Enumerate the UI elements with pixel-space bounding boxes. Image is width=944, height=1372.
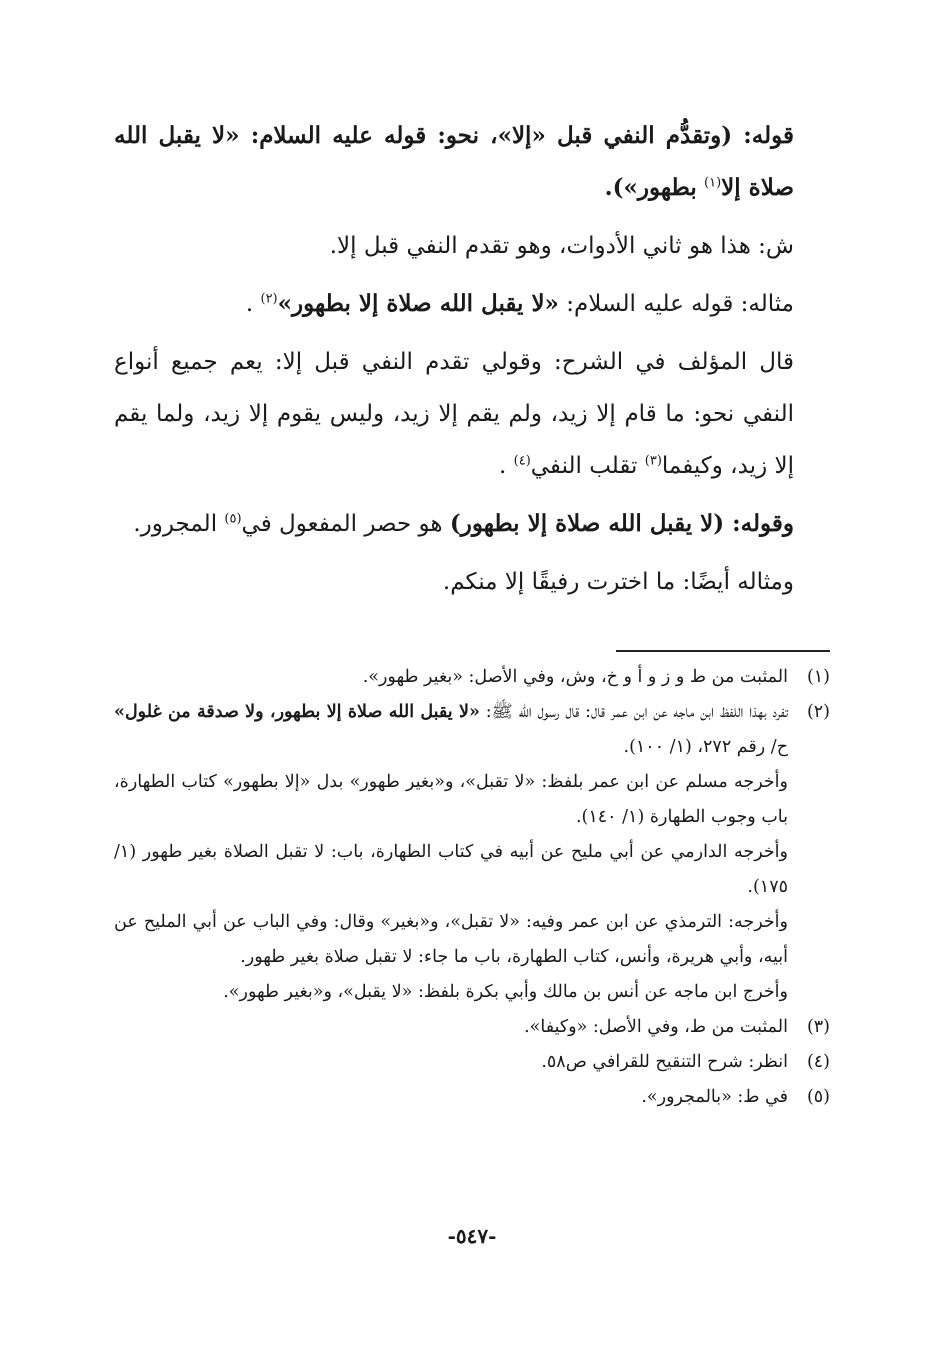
footnote-2-ibn-majah: وأخرج ابن ماجه عن أنس بن مالك وأبي بكرة بلفظ: «لا يقبل»، و«بغير طهور».	[223, 982, 788, 1002]
footnote-1-text: المثبت من ط و ز و أ و خ، وش، وفي الأصل: «بغير طهور».	[362, 667, 788, 687]
paragraph-5-a: وقوله: (لا يقبل الله صلاة إلا بطهور)	[449, 510, 794, 537]
paragraph-1-tail: بطهور»).	[604, 174, 697, 201]
footnotes	[114, 660, 830, 1115]
main-text	[114, 110, 830, 614]
paragraph-5	[114, 498, 830, 550]
footnote-ref-1: (١)	[704, 175, 722, 191]
footnote-2-text-a: تفرد بهذا اللفظ ابن ماجه عن ابن عمر قال: قال رسول الله ﷺ:	[485, 702, 788, 722]
footnote-2-quote: «لا يقبل الله صلاة إلا بطهور، ولا صدقة من غلول»	[114, 702, 480, 722]
footnote-5-number: (٥)	[806, 1087, 830, 1107]
footnote-1	[114, 660, 830, 695]
paragraph-5-b: هو حصر المفعول في	[241, 511, 443, 537]
footnote-ref-2: (٢)	[260, 291, 278, 307]
footnote-ref-5: (٥)	[224, 511, 242, 527]
footnote-4-text: انظر: شرح التنقيح للقرافي ص٥٨.	[541, 1052, 788, 1072]
footnote-2-darimi: وأخرجه الدارمي عن أبي مليح عن أبيه في كتاب الطهارة، باب: لا تقبل الصلاة بغير طهور (١/ ١٧٥).	[114, 842, 788, 897]
paragraph-4-end: .	[499, 453, 507, 479]
footnote-ref-4: (٤)	[513, 453, 531, 469]
footnote-4	[114, 1045, 830, 1080]
footnote-2-muslim: وأخرجه مسلم عن ابن عمر بلفظ: «لا تقبل»، و«بغير طهور» بدل «إلا بطهور» كتاب الطهارة، باب وجوب الطهارة (١/ ١٤٠).	[114, 772, 788, 827]
footnote-2-tirmidhi: وأخرجه: الترمذي عن ابن عمر وفيه: «لا تقبل»، و«بغير» وقال: وفي الباب عن أبي المليح عن أبيه، وأبي هريرة، وأنس، كتاب الطهارة، باب ما جاء: لا تقبل صلاة بغير طهور.	[114, 912, 788, 967]
paragraph-5-end: المجرور.	[133, 511, 218, 537]
footnote-divider	[616, 650, 830, 652]
paragraph-3-a: مثاله: قوله عليه السلام:	[566, 291, 794, 317]
paragraph-1	[114, 110, 830, 214]
footnote-3	[114, 1010, 830, 1045]
paragraph-1-lead: قوله	[751, 122, 794, 149]
paragraph-6: ومثاله أيضًا: ما اخترت رفيقًا إلا منكم.	[442, 569, 794, 595]
paragraph-1-text: : (وتقدُّم النفي قبل «إلا»، نحو: قوله عليه السلام: «لا يقبل الله صلاة إلا	[114, 122, 794, 201]
footnote-1-number: (١)	[806, 667, 830, 687]
footnote-5-text: في ط: «بالمجرور».	[641, 1087, 788, 1107]
footnote-4-number: (٤)	[806, 1052, 830, 1072]
footnote-3-number: (٣)	[806, 1017, 830, 1037]
page-number: -٥٤٧-	[447, 1224, 497, 1248]
paragraph-3-end: .	[245, 291, 254, 317]
footnote-2	[114, 695, 830, 765]
paragraph-4-b: تقلب النفي	[530, 453, 638, 479]
paragraph-3-quote: «لا يقبل الله صلاة إلا بطهور»	[277, 290, 559, 317]
footnote-ref-3: (٣)	[644, 453, 662, 469]
footnote-3-text: المثبت من ط، وفي الأصل: «وكيفا».	[524, 1017, 788, 1037]
paragraph-4-a: قال المؤلف في الشرح: وقولي تقدم النفي قبل إلا: يعم جميع أنواع النفي نحو: ما قام إلا زيد، ولم يقم إلا زيد، وليس يقوم إلا زيد، ولما يقم إلا زيد، وكيفما	[114, 349, 794, 479]
paragraph-3	[114, 278, 830, 330]
paragraph-4	[114, 336, 830, 492]
paragraph-2: ش: هذا هو ثاني الأدوات، وهو تقدم النفي قبل إلا.	[329, 233, 794, 259]
footnote-2-number: (٢)	[806, 702, 830, 722]
footnote-5	[114, 1080, 830, 1115]
footnote-2-text-c: ح/ رقم ٢٧٢، (١/ ١٠٠).	[623, 737, 788, 757]
